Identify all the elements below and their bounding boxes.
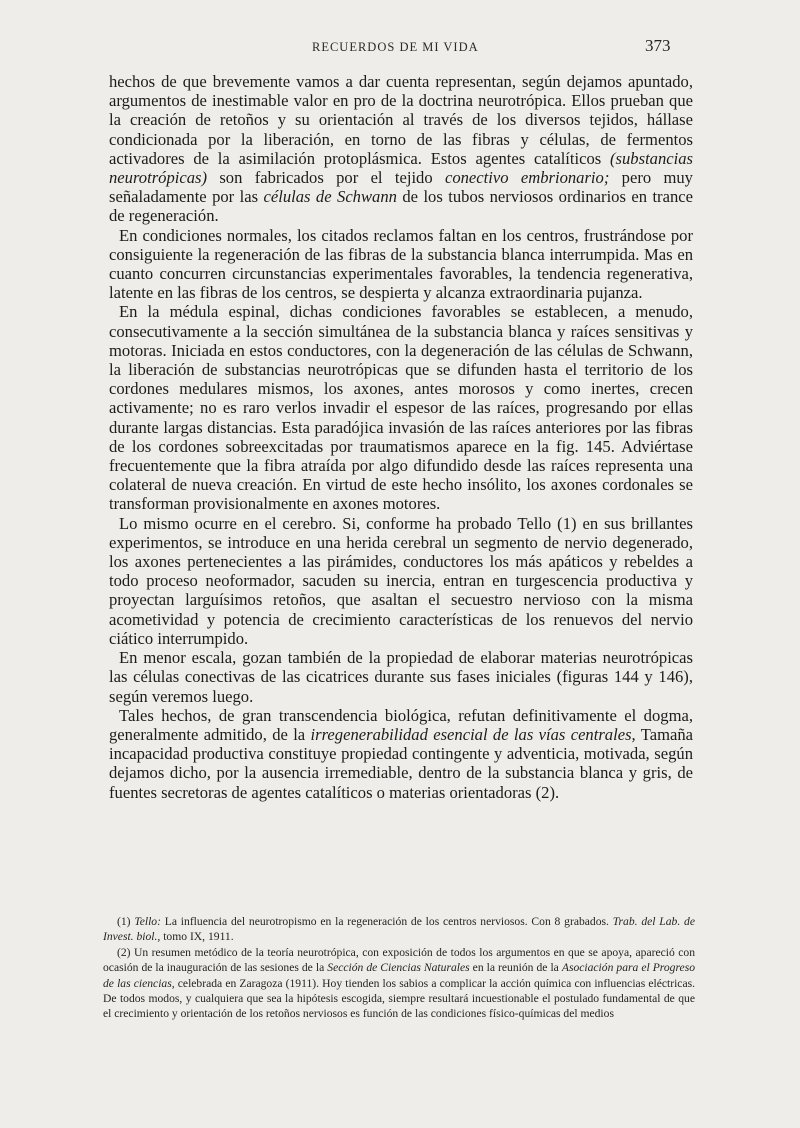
text-run: En condiciones normales, los citados reclamos faltan en los centros, frustrándose por consiguiente la regeneración de las fibras de la substancia blanca interrumpida. Mas en cuanto concurren circunstancias experimentales favorables, la tendencia regenerativa, latente en las fibras de los centros, se despierta y alcanza extraordinaria pujanza. (109, 225, 693, 303)
text-run: Tales hechos, de gran transcendencia biológica, refutan definitivamente el dogma, generalmente admitido, de la (109, 705, 693, 744)
page-number: 373 (645, 36, 671, 55)
footnote (103, 914, 695, 945)
running-title: RECUERDOS DE MI VIDA (312, 40, 479, 54)
italic-run: Tello: (134, 915, 161, 928)
footnotes (103, 914, 695, 1022)
italic-run: Sección de Ciencias Naturales (327, 961, 470, 975)
italic-run: conectivo embrionario; (444, 168, 610, 188)
text-run: de los tubos nerviosos ordinarios en trance de regeneración. (109, 187, 693, 226)
footnote (103, 945, 695, 1022)
paragraph (109, 706, 693, 802)
italic-run: Trab. del Lab. de Invest. biol., (103, 915, 695, 944)
paragraph (109, 648, 693, 706)
paragraph (109, 226, 693, 303)
text-run: (1) (117, 915, 135, 928)
body-text (109, 72, 693, 802)
text-run: En la médula espinal, dichas condiciones favorables se establecen, a menudo, consecutivamente a la sección simultánea de la substancia blanca y raíces sensitivas y motoras. Iniciada en estos conductores, con la degeneración de las células de Schwann, la liberación de substancias neurotrópicas que se difunden hasta el territorio de los cordones medulares mismos, los axones, antes morosos y como inertes, crecen activamente; no es raro verlos invadir el espesor de las raíces, progresando por ellas durante largas distancias. Esta paradójica invasión de las raíces anteriores por las fibras de los cordones sobreexcitadas por traumatismos aparece en la fig. 145. Adviértase frecuentemente que la fibra atraída por algo difundido desde las raíces representa una colateral de nueva creación. En virtud de este hecho insólito, los axones cordonales se transforman provisionalmente en axones motores. (109, 302, 693, 514)
text-run: La influencia del neurotropismo en la regeneración de los centros nerviosos. Con 8 grabados. (160, 915, 613, 928)
paragraph (109, 72, 693, 226)
italic-run: células de Schwann (263, 187, 397, 207)
text-run: hechos de que brevemente vamos a dar cuenta representan, según dejamos apuntado, argumentos de inestimable valor en pro de la doctrina neurotrópica. Ellos prueban que la creación de retoños y su orientación al través de los diversos tejidos, hállase condicionada por la liberación, en torno de las fibras y células, de fermentos activadores de la asimilación protoplásmica. Estos agentes catalíticos (109, 72, 693, 168)
paragraph (109, 514, 693, 648)
italic-run: Asociación para el Progreso de las ciencias, (103, 961, 696, 990)
text-run: en la reunión de la (469, 961, 562, 975)
paragraph (109, 302, 693, 513)
text-run: En menor escala, gozan también de la propiedad de elaborar materias neurotrópicas las células conectivas de las cicatrices durante sus fases iniciales (figuras 144 y 146), según veremos luego. (109, 648, 693, 706)
italic-run: (substancias neurotrópicas) (109, 148, 693, 188)
text-run: tomo IX, 1911. (160, 930, 234, 944)
text-run: son fabricados por el tejido (207, 168, 445, 188)
text-run: celebrada en Zaragoza (1911). Hoy tienden los sabios a complicar la acción química con influencias eléctricas. De todos modos, y cualquiera que sea la hipótesis escogida, siempre resultará incuestionable el postulado fundamental de que el crecimiento y orientación de los retoños nerviosos es función de las condiciones físico-químicas del medios (103, 976, 696, 1021)
text-run: pero muy señaladamente por las (109, 168, 693, 207)
running-head (0, 36, 800, 60)
italic-run: irregenerabilidad esencial de las vías centrales, (310, 724, 636, 744)
text-run: Tamaña incapacidad productiva constituye propiedad contingente y adventicia, motivada, según dejamos dicho, por la ausencia irremediable, dentro de la substancia blanca y gris, de fuentes secretoras de agentes catalíticos o materias orientadoras (2). (109, 724, 694, 802)
text-run: (2) Un resumen metódico de la teoría neurotrópica, con exposición de todos los argumentos en que se apoya, apareció con ocasión de la inauguración de las sesiones de la (103, 945, 695, 975)
text-run: Lo mismo ocurre en el cerebro. Si, conforme ha probado Tello (1) en sus brillantes experimentos, se introduce en una herida cerebral un segmento de nervio degenerado, los axones pertenecientes a las pirámides, conductores los más apáticos y rebeldes a todo proceso neoformador, sacuden su inercia, entran en turgescencia productiva y proyectan larguísimos retoños, que asaltan el secuestro nervioso con la misma acometividad y potencia de crecimiento características de los renuevos del nervio ciático interrumpido. (109, 513, 693, 648)
